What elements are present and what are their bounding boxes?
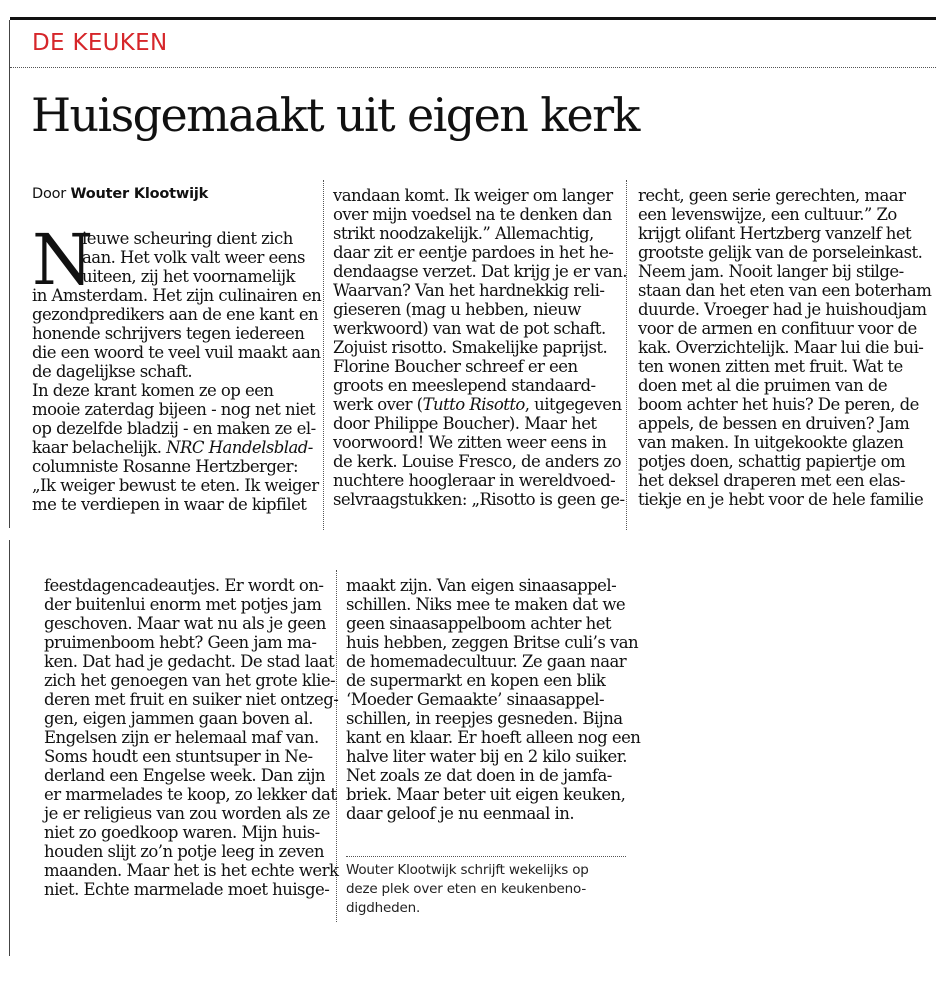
text-line: daar geloof je nu eenmaal in.	[346, 804, 575, 823]
section-divider	[10, 67, 936, 68]
text-line: deze plek over eten en keukenbeno-	[346, 881, 587, 897]
drop-cap: N	[32, 219, 92, 301]
text-line: pruimenboom hebt? Geen jam ma-	[44, 633, 317, 652]
text-line: Engelsen zijn er helemaal maf van.	[44, 728, 319, 747]
text-line: Wouter Klootwijk schrijft wekelijks op	[346, 862, 589, 878]
article-column-4	[44, 576, 339, 899]
text-line: maanden. Maar het is het echte werk	[44, 861, 339, 880]
left-rule-lower	[9, 540, 10, 956]
text-line: honende schrijvers tegen iedereen	[32, 324, 305, 343]
text-line: werkwoord) van wat de pot schaft.	[333, 319, 606, 338]
text-line: een levenswijze, een cultuur.” Zo	[638, 205, 897, 224]
text-line: duurde. Vroeger had je huishoudjam	[638, 300, 927, 319]
text-line: werk over (Tutto Risotto, uitgegeven	[333, 395, 622, 414]
text-line: halve liter water bij en 2 kilo suiker.	[346, 747, 627, 766]
text-line: in Amsterdam. Het zijn culinairen en	[32, 286, 322, 305]
column-divider-2	[626, 180, 627, 530]
text-line: zich het genoegen van het grote klie-	[44, 671, 336, 690]
text-line: der buitenlui enorm met potjes jam	[44, 595, 322, 614]
text-line: de kerk. Louise Fresco, de anders zo	[333, 452, 622, 471]
text-line: „Ik weiger bewust te eten. Ik weiger	[32, 476, 319, 495]
article-column-3	[638, 186, 932, 509]
article-column-1	[32, 185, 322, 514]
text-line: houden slijt zo’n potje leeg in zeven	[44, 842, 324, 861]
text-line: groots en meeslepend standaard-	[333, 376, 596, 395]
text-line: kak. Overzichtelijk. Maar lui die bui-	[638, 338, 924, 357]
text-line: geen sinaasappelboom achter het	[346, 614, 612, 633]
column-3-text	[638, 186, 932, 509]
text-line: Waarvan? Van het hardnekkig reli-	[333, 281, 605, 300]
text-line: ten wonen zitten met fruit. Wat te	[638, 357, 903, 376]
text-line: niet zo goedkoop waren. Mijn huis-	[44, 823, 320, 842]
section-label: DE KEUKEN	[32, 30, 168, 56]
text-line: de dagelijkse schaft.	[32, 362, 193, 381]
text-line: uiteen, zij het voornamelijk	[82, 267, 295, 286]
text-line: appels, de bessen en druiven? Jam	[638, 414, 910, 433]
text-line: ken. Dat had je gedacht. De stad laat	[44, 652, 335, 671]
article-column-2	[333, 186, 627, 509]
text-line: geschoven. Maar wat nu als je geen	[44, 614, 326, 633]
text-line: voor de armen en confituur voor de	[638, 319, 917, 338]
text-line: schillen. Niks mee te maken dat we	[346, 595, 626, 614]
byline-author: Wouter Klootwijk	[70, 186, 209, 202]
text-line: maakt zijn. Van eigen sinaasappel-	[346, 576, 617, 595]
text-line: deren met fruit en suiker niet ontzeg-	[44, 690, 339, 709]
text-line: strikt noodzakelijk.” Allemachtig,	[333, 224, 594, 243]
text-line: schillen, in reepjes gesneden. Bijna	[346, 709, 623, 728]
text-line: briek. Maar beter uit eigen keuken,	[346, 785, 626, 804]
text-line: die een woord te veel vuil maakt aan	[32, 343, 321, 362]
text-line: op dezelfde bladzij - en maken ze el-	[32, 419, 316, 438]
column-2-text	[333, 186, 627, 509]
text-line: daar zit er eentje pardoes in het he-	[333, 243, 614, 262]
text-line: van maken. In uitgekookte glazen	[638, 433, 904, 452]
text-line: derland een Engelse week. Dan zijn	[44, 766, 326, 785]
text-line: niet. Echte marmelade moet huisge-	[44, 880, 330, 899]
text-line: het deksel draperen met een elas-	[638, 471, 905, 490]
text-line: Soms houdt een stuntsuper in Ne-	[44, 747, 313, 766]
text-line: dendaagse verzet. Dat krijg je er van.	[333, 262, 627, 281]
text-line: tiekje en je hebt voor de hele familie	[638, 490, 924, 509]
text-line: recht, geen serie gerechten, maar	[638, 186, 906, 205]
article-column-5	[346, 576, 641, 823]
text-line: grootste gelijk van de porseleinkast.	[638, 243, 923, 262]
column-5-text	[346, 576, 641, 823]
text-line: de supermarkt en kopen een blik	[346, 671, 606, 690]
text-line: kant en klaar. Er hoeft alleen nog een	[346, 728, 641, 747]
text-line: nuchtere hoogleraar in wereldvoed-	[333, 471, 616, 490]
left-rule-upper	[9, 20, 10, 528]
text-line: huis hebben, zeggen Britse culi’s van	[346, 633, 639, 652]
text-line: feestdagencadeautjes. Er wordt on-	[44, 576, 324, 595]
column-4-text	[44, 576, 339, 899]
text-line: krijgt olifant Hertzberg vanzelf het	[638, 224, 912, 243]
text-line: door Philippe Boucher). Maar het	[333, 414, 597, 433]
text-line: gieseren (mag u hebben, nieuw	[333, 300, 581, 319]
text-line: staan dan het eten van een boterham	[638, 281, 932, 300]
text-line: ieuwe scheuring dient zich	[82, 229, 293, 248]
text-line: In deze krant komen ze op een	[32, 381, 274, 400]
text-line: gen, eigen jammen gaan boven al.	[44, 709, 313, 728]
text-line: potjes doen, schattig papiertje om	[638, 452, 906, 471]
author-note-text	[346, 861, 626, 918]
text-line: aan. Het volk valt weer eens	[82, 248, 305, 267]
text-line: voorwoord! We zitten weer eens in	[333, 433, 607, 452]
text-line: boom achter het huis? De peren, de	[638, 395, 919, 414]
text-line: Net zoals ze dat doen in de jamfa-	[346, 766, 612, 785]
text-line: de homemadecultuur. Ze gaan naar	[346, 652, 627, 671]
headline: Huisgemaakt uit eigen kerk	[31, 88, 639, 142]
text-line: vandaan komt. Ik weiger om langer	[333, 186, 613, 205]
top-rule	[10, 17, 936, 20]
column-divider-1	[323, 180, 324, 530]
text-line: me te verdiepen in waar de kipfilet	[32, 495, 307, 514]
text-line: je er religieus van zou worden als ze	[44, 804, 330, 823]
text-line: selvraagstukken: „Risotto is geen ge-	[333, 490, 625, 509]
text-line: digdheden.	[346, 900, 421, 916]
author-note	[346, 856, 626, 918]
text-line: columniste Rosanne Hertzberger:	[32, 457, 298, 476]
text-line: Florine Boucher schreef er een	[333, 357, 578, 376]
text-line: Neem jam. Nooit langer bij stilge-	[638, 262, 904, 281]
text-line: kaar belachelijk. NRC Handelsblad-	[32, 438, 313, 457]
text-line: over mijn voedsel na te denken dan	[333, 205, 612, 224]
text-line: doen met al die pruimen van de	[638, 376, 888, 395]
text-line: Zojuist risotto. Smakelijke paprijst.	[333, 338, 608, 357]
text-line: ‘Moeder Gemaakte’ sinaasappel-	[346, 690, 605, 709]
text-line: mooie zaterdag bijeen - nog net niet	[32, 400, 316, 419]
byline-prefix: Door	[32, 186, 67, 202]
text-line: er marmelades te koop, zo lekker dat	[44, 785, 337, 804]
text-line: gezondpredikers aan de ene kant en	[32, 305, 319, 324]
